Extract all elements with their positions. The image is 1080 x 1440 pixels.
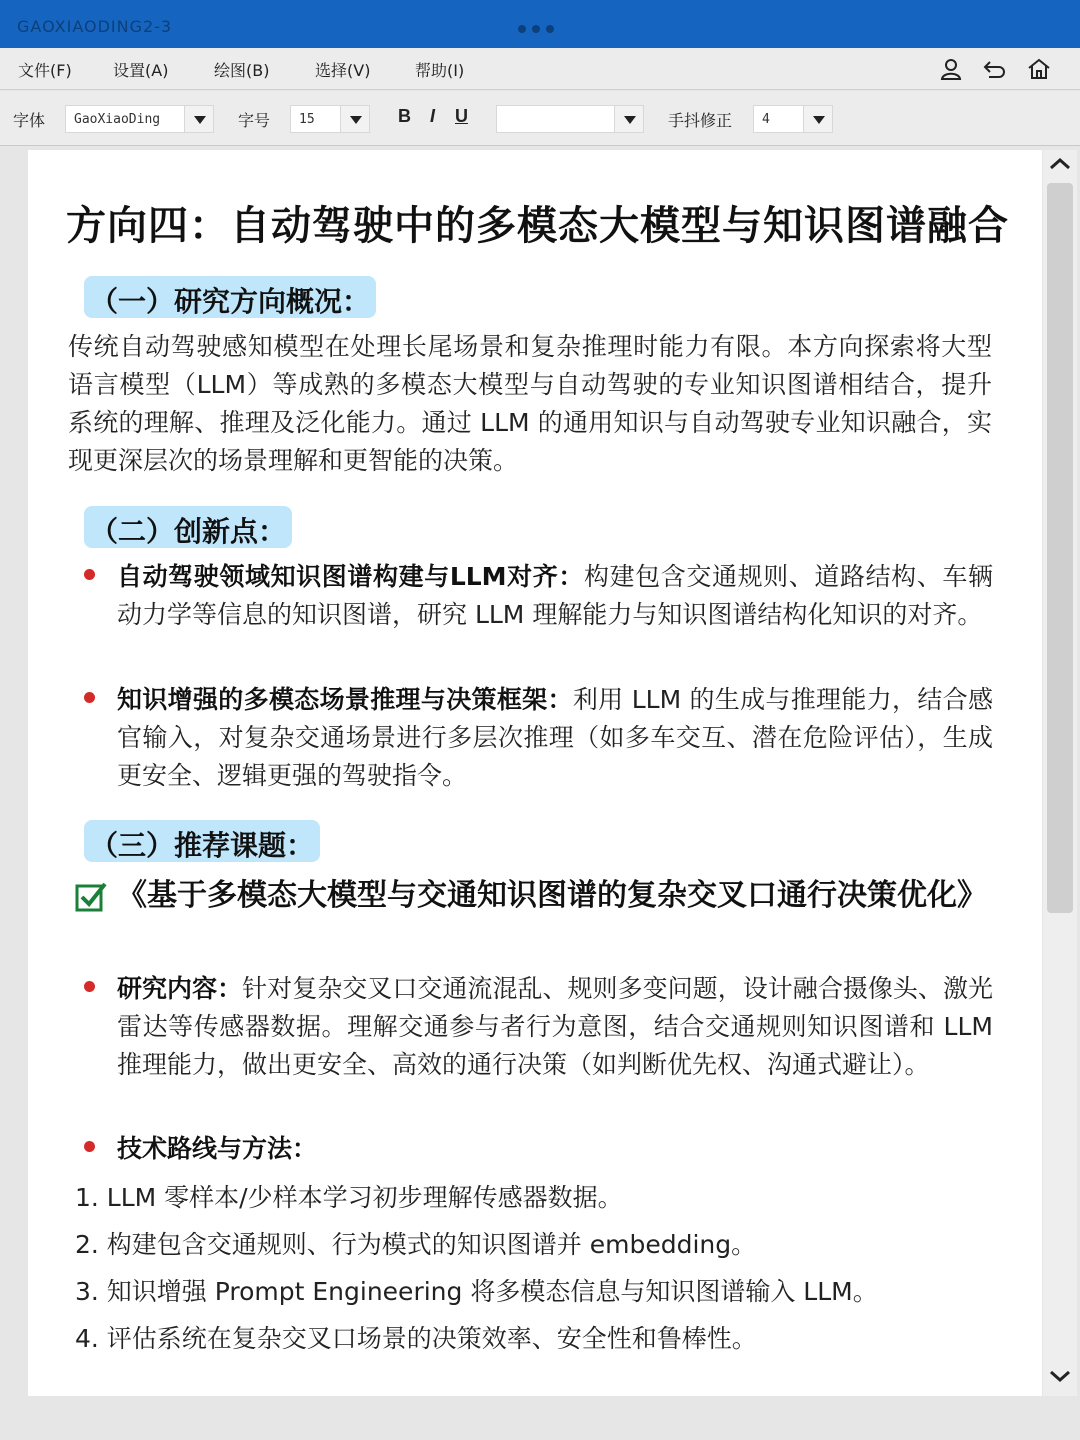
list-item: 2. 构建包含交通规则、行为模式的知识图谱并 embedding。: [75, 1230, 757, 1259]
section-body: 传统自动驾驶感知模型在处理长尾场景和复杂推理时能力有限。本方向探索将大型语言模型（LLM）等成熟的多模态大模型与自动驾驶的专业知识图谱相结合，提升系统的理解、推理及泛化能力。通过 LLM 的通用知识与自动驾驶专业知识融合，实现更深层次的场景理解和更智能的决策。: [68, 332, 992, 475]
bold-button[interactable]: B: [398, 106, 411, 126]
jitter-label: 手抖修正: [668, 111, 733, 130]
bullet-icon: [84, 692, 95, 703]
item-text: 构建包含交通规则、道路结构、车辆动力学等信息的知识图谱，研究 LLM 理解能力与知识图谱结构化知识的对齐。: [117, 562, 993, 629]
menu-help[interactable]: 帮助(I): [415, 61, 465, 80]
menu-file[interactable]: 文件(F): [18, 61, 72, 80]
style-dropdown-icon[interactable]: [614, 105, 644, 133]
item-bold-label: 研究内容：: [117, 974, 243, 1003]
menu-bar: [0, 48, 1080, 90]
bullet-icon: [84, 569, 95, 580]
jitter-select[interactable]: 4: [753, 105, 805, 133]
menu-settings[interactable]: 设置(A): [113, 61, 169, 80]
item-bold-label: 知识增强的多模态场景推理与决策框架：: [117, 685, 573, 714]
section-heading: （一）研究方向概况：: [84, 276, 376, 318]
style-select[interactable]: [496, 105, 616, 133]
method-heading: 技术路线与方法：: [117, 1134, 318, 1163]
menu-draw[interactable]: 绘图(B): [214, 61, 270, 80]
title-bar: [0, 0, 1080, 48]
item-bold-label: 自动驾驶领域知识图谱构建与LLM对齐：: [117, 562, 584, 591]
item-text: 利用 LLM 的生成与推理能力，结合感官输入，对复杂交通场景进行多层次推理（如多车交互、潜在危险评估），生成更安全、逻辑更强的驾驶指令。: [117, 685, 993, 790]
scroll-up-icon[interactable]: [1047, 152, 1073, 176]
list-item: 1. LLM 零样本/少样本学习初步理解传感器数据。: [75, 1183, 623, 1212]
size-select[interactable]: 15: [290, 105, 342, 133]
format-toolbar: [0, 91, 1080, 146]
topic-title: 《基于多模态大模型与交通知识图谱的复杂交叉口通行决策优化》: [117, 878, 987, 913]
window-title: GAOXIAODING2-3: [17, 17, 173, 36]
size-dropdown-icon[interactable]: [340, 105, 370, 133]
checkbox-checked-icon[interactable]: [75, 880, 107, 912]
section-heading: （二）创新点：: [84, 506, 292, 548]
undo-icon[interactable]: [982, 56, 1008, 82]
menu-select[interactable]: 选择(V): [315, 61, 371, 80]
window-options-icon[interactable]: [518, 25, 554, 33]
size-label: 字号: [238, 111, 271, 130]
list-item: [117, 558, 993, 634]
font-select[interactable]: GaoXiaoDing: [65, 105, 185, 133]
scroll-down-icon[interactable]: [1047, 1364, 1073, 1388]
bullet-icon: [84, 1141, 95, 1152]
font-dropdown-icon[interactable]: [184, 105, 214, 133]
list-item: 4. 评估系统在复杂交叉口场景的决策效率、安全性和鲁棒性。: [75, 1324, 757, 1353]
list-item: [117, 970, 993, 1084]
italic-button[interactable]: I: [430, 106, 436, 126]
underline-button[interactable]: U: [455, 106, 468, 126]
document-title: 方向四：自动驾驶中的多模态大模型与知识图谱融合: [66, 203, 1009, 249]
home-icon[interactable]: [1026, 56, 1052, 82]
scrollbar-thumb[interactable]: [1047, 183, 1073, 913]
jitter-dropdown-icon[interactable]: [803, 105, 833, 133]
font-label: 字体: [13, 111, 46, 130]
bullet-icon: [84, 981, 95, 992]
list-item: 3. 知识增强 Prompt Engineering 将多模态信息与知识图谱输入 LLM。: [75, 1277, 878, 1306]
list-item: [117, 681, 993, 795]
item-text: 针对复杂交叉口交通流混乱、规则多变问题，设计融合摄像头、激光雷达等传感器数据。理解交通参与者行为意图，结合交通规则知识图谱和 LLM 推理能力，做出更安全、高效的通行决策（如判断优先权、沟通式避让）。: [117, 974, 993, 1079]
section-heading: （三）推荐课题：: [84, 820, 320, 862]
user-icon[interactable]: [938, 56, 964, 82]
